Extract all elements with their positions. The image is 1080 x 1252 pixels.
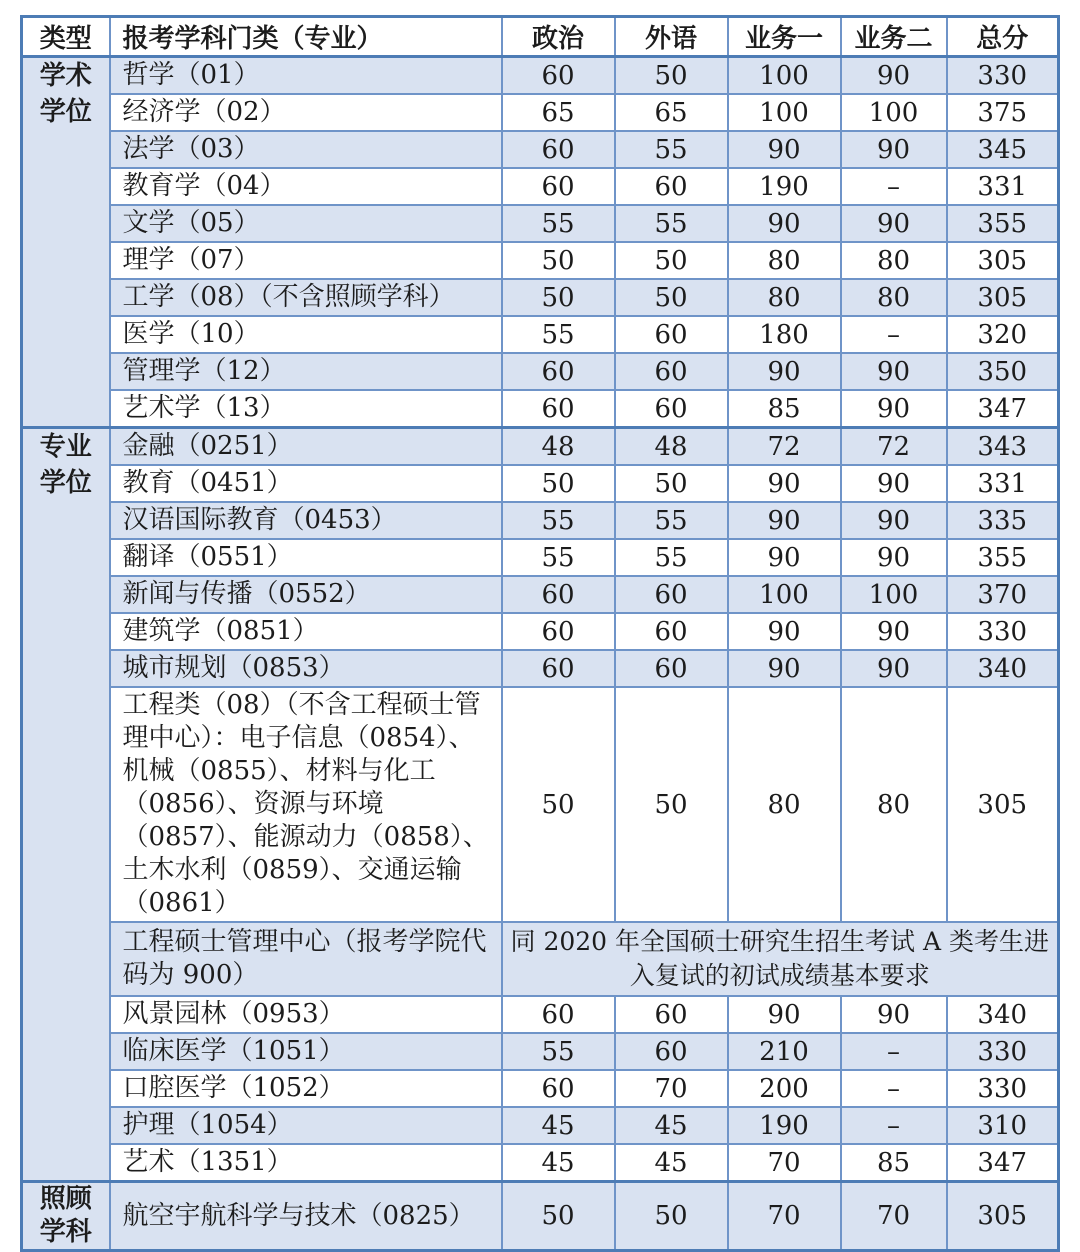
score-cell: – — [841, 1070, 947, 1107]
score-cell: 60 — [502, 131, 615, 168]
score-cell: 50 — [615, 279, 728, 316]
score-cell: – — [841, 1107, 947, 1144]
score-cell: 50 — [615, 242, 728, 279]
score-cell: 80 — [841, 687, 947, 922]
score-cell: 90 — [841, 390, 947, 428]
table-row — [22, 316, 1059, 353]
score-cell: 70 — [728, 1182, 841, 1251]
table-body — [22, 57, 1059, 1251]
score-cell: 70 — [728, 1144, 841, 1182]
score-cell: 210 — [728, 1033, 841, 1070]
score-cell: 355 — [947, 539, 1059, 576]
score-cell: 375 — [947, 94, 1059, 131]
score-cell: 80 — [728, 242, 841, 279]
score-cell: 60 — [615, 1033, 728, 1070]
score-cell: 55 — [615, 502, 728, 539]
score-cell: 90 — [841, 539, 947, 576]
table-row — [22, 1144, 1059, 1182]
column-header-type: 类型 — [22, 17, 110, 57]
score-cell: 355 — [947, 205, 1059, 242]
score-cell: 90 — [841, 502, 947, 539]
score-cell: 60 — [615, 168, 728, 205]
table-row — [22, 1107, 1059, 1144]
score-cell: 100 — [728, 57, 841, 95]
subject-cell: 艺术学（13） — [110, 390, 502, 428]
score-cell: 330 — [947, 613, 1059, 650]
table-row — [22, 57, 1059, 95]
score-cell: 347 — [947, 1144, 1059, 1182]
score-cell: 45 — [615, 1107, 728, 1144]
subject-cell: 临床医学（1051） — [110, 1033, 502, 1070]
score-cell: 55 — [615, 539, 728, 576]
score-cell: 90 — [728, 465, 841, 502]
subject-cell: 翻译（0551） — [110, 539, 502, 576]
column-header-score-6: 总分 — [947, 17, 1059, 57]
score-cell: 100 — [728, 576, 841, 613]
table-row — [22, 242, 1059, 279]
score-cell: 55 — [502, 502, 615, 539]
score-cell: 60 — [615, 650, 728, 687]
subject-cell: 经济学（02） — [110, 94, 502, 131]
score-cell: 72 — [841, 428, 947, 466]
score-cell: 90 — [841, 353, 947, 390]
column-header-score-5: 业务二 — [841, 17, 947, 57]
score-cell: 50 — [615, 465, 728, 502]
subject-cell: 教育（0451） — [110, 465, 502, 502]
score-cell: 60 — [502, 996, 615, 1033]
score-cell: 50 — [502, 279, 615, 316]
table-row — [22, 168, 1059, 205]
score-cell: 50 — [502, 465, 615, 502]
score-cell: 50 — [502, 687, 615, 922]
score-cell: 45 — [615, 1144, 728, 1182]
table-row — [22, 428, 1059, 466]
degree-type-cell: 专业 学位 — [22, 428, 110, 1182]
score-cell: 100 — [841, 576, 947, 613]
score-cell: 345 — [947, 131, 1059, 168]
score-cell: 190 — [728, 168, 841, 205]
table-row — [22, 353, 1059, 390]
score-cell: 60 — [615, 353, 728, 390]
score-cell: 330 — [947, 57, 1059, 95]
score-cell: 370 — [947, 576, 1059, 613]
subject-cell: 城市规划（0853） — [110, 650, 502, 687]
score-cell: 45 — [502, 1144, 615, 1182]
score-cell: 60 — [502, 576, 615, 613]
table-row — [22, 205, 1059, 242]
admission-score-table — [20, 15, 1060, 1252]
score-cell: 65 — [502, 94, 615, 131]
table-row — [22, 650, 1059, 687]
score-cell: 48 — [502, 428, 615, 466]
score-cell: 90 — [841, 465, 947, 502]
score-cell: 180 — [728, 316, 841, 353]
score-cell: 90 — [841, 131, 947, 168]
subject-cell: 工程类（08）（不含工程硕士管理中心）：电子信息（0854）、机械（0855）、材料与化工（0856）、资源与环境（0857）、能源动力（0858）、土木水利（0859）、交通运输（0861） — [110, 687, 502, 922]
subject-cell: 口腔医学（1052） — [110, 1070, 502, 1107]
score-cell: 70 — [615, 1070, 728, 1107]
score-cell: 80 — [841, 279, 947, 316]
score-cell: 60 — [502, 57, 615, 95]
degree-type-cell: 学术 学位 — [22, 57, 110, 428]
score-cell: 90 — [728, 502, 841, 539]
subject-cell: 护理（1054） — [110, 1107, 502, 1144]
score-cell: – — [841, 316, 947, 353]
score-cell: 85 — [728, 390, 841, 428]
subject-cell: 艺术（1351） — [110, 1144, 502, 1182]
score-cell: 60 — [502, 390, 615, 428]
score-cell: 335 — [947, 502, 1059, 539]
score-cell: 60 — [615, 996, 728, 1033]
score-cell: 80 — [728, 687, 841, 922]
subject-cell: 风景园林（0953） — [110, 996, 502, 1033]
subject-cell: 汉语国际教育（0453） — [110, 502, 502, 539]
column-header-score-2: 政治 — [502, 17, 615, 57]
subject-cell: 建筑学（0851） — [110, 613, 502, 650]
score-cell: 50 — [502, 1182, 615, 1251]
score-cell: 50 — [615, 1182, 728, 1251]
score-cell: 70 — [841, 1182, 947, 1251]
score-cell: 320 — [947, 316, 1059, 353]
table-row — [22, 996, 1059, 1033]
column-header-score-4: 业务一 — [728, 17, 841, 57]
table-row — [22, 922, 1059, 996]
table-row — [22, 465, 1059, 502]
score-cell: – — [841, 1033, 947, 1070]
subject-cell: 法学（03） — [110, 131, 502, 168]
score-cell: 90 — [841, 205, 947, 242]
table-row — [22, 279, 1059, 316]
table-row — [22, 576, 1059, 613]
header-row — [22, 17, 1059, 57]
subject-cell: 工程硕士管理中心（报考学院代码为 900） — [110, 922, 502, 996]
score-cell: 55 — [615, 205, 728, 242]
subject-cell: 医学（10） — [110, 316, 502, 353]
score-cell: 330 — [947, 1070, 1059, 1107]
score-cell: 340 — [947, 996, 1059, 1033]
score-cell: 90 — [728, 353, 841, 390]
score-cell: 60 — [502, 1070, 615, 1107]
score-cell: 90 — [728, 539, 841, 576]
score-cell: 60 — [615, 576, 728, 613]
score-cell: 80 — [728, 279, 841, 316]
score-cell: 90 — [728, 613, 841, 650]
table-row — [22, 1070, 1059, 1107]
score-cell: 100 — [841, 94, 947, 131]
table-row — [22, 539, 1059, 576]
score-cell: 331 — [947, 465, 1059, 502]
subject-cell: 金融（0251） — [110, 428, 502, 466]
score-cell: 90 — [841, 613, 947, 650]
score-cell: 60 — [502, 353, 615, 390]
table-row — [22, 613, 1059, 650]
score-cell: 305 — [947, 1182, 1059, 1251]
degree-type-cell: 照顾 学科 — [22, 1182, 110, 1251]
table-header — [22, 17, 1059, 57]
score-cell: 347 — [947, 390, 1059, 428]
score-cell: 55 — [502, 539, 615, 576]
score-cell: 343 — [947, 428, 1059, 466]
note-cell: 同 2020 年全国硕士研究生招生考试 A 类考生进入复试的初试成绩基本要求 — [502, 922, 1059, 996]
score-cell: 90 — [728, 131, 841, 168]
score-cell: 55 — [502, 205, 615, 242]
score-cell: 85 — [841, 1144, 947, 1182]
score-cell: 350 — [947, 353, 1059, 390]
subject-cell: 理学（07） — [110, 242, 502, 279]
column-header-subject: 报考学科门类（专业） — [110, 17, 502, 57]
score-cell: 55 — [502, 316, 615, 353]
score-cell: 90 — [841, 996, 947, 1033]
table-row — [22, 131, 1059, 168]
table-row — [22, 1182, 1059, 1251]
score-cell: 72 — [728, 428, 841, 466]
score-cell: 50 — [615, 57, 728, 95]
score-cell: 340 — [947, 650, 1059, 687]
score-cell: 45 — [502, 1107, 615, 1144]
score-cell: 60 — [615, 613, 728, 650]
score-cell: 305 — [947, 242, 1059, 279]
score-cell: 60 — [615, 316, 728, 353]
score-cell: 331 — [947, 168, 1059, 205]
subject-cell: 新闻与传播（0552） — [110, 576, 502, 613]
score-cell: 90 — [841, 650, 947, 687]
subject-cell: 哲学（01） — [110, 57, 502, 95]
score-cell: 190 — [728, 1107, 841, 1144]
score-cell: 100 — [728, 94, 841, 131]
score-cell: 305 — [947, 687, 1059, 922]
table-row — [22, 390, 1059, 428]
subject-cell: 管理学（12） — [110, 353, 502, 390]
score-cell: 60 — [502, 168, 615, 205]
score-cell: 65 — [615, 94, 728, 131]
table-row — [22, 94, 1059, 131]
score-cell: 310 — [947, 1107, 1059, 1144]
score-cell: 60 — [502, 613, 615, 650]
score-cell: 60 — [615, 390, 728, 428]
score-cell: 90 — [728, 205, 841, 242]
subject-cell: 航空宇航科学与技术（0825） — [110, 1182, 502, 1251]
column-header-score-3: 外语 — [615, 17, 728, 57]
score-cell: 55 — [502, 1033, 615, 1070]
score-cell: – — [841, 168, 947, 205]
score-cell: 50 — [615, 687, 728, 922]
score-cell: 50 — [502, 242, 615, 279]
table-row — [22, 502, 1059, 539]
score-cell: 305 — [947, 279, 1059, 316]
subject-cell: 教育学（04） — [110, 168, 502, 205]
score-cell: 330 — [947, 1033, 1059, 1070]
score-cell: 80 — [841, 242, 947, 279]
subject-cell: 文学（05） — [110, 205, 502, 242]
score-cell: 200 — [728, 1070, 841, 1107]
score-cell: 48 — [615, 428, 728, 466]
score-cell: 90 — [728, 650, 841, 687]
table-row — [22, 687, 1059, 922]
score-cell: 90 — [728, 996, 841, 1033]
score-cell: 60 — [502, 650, 615, 687]
score-cell: 55 — [615, 131, 728, 168]
table-row — [22, 1033, 1059, 1070]
score-cell: 90 — [841, 57, 947, 95]
subject-cell: 工学（08）（不含照顾学科） — [110, 279, 502, 316]
